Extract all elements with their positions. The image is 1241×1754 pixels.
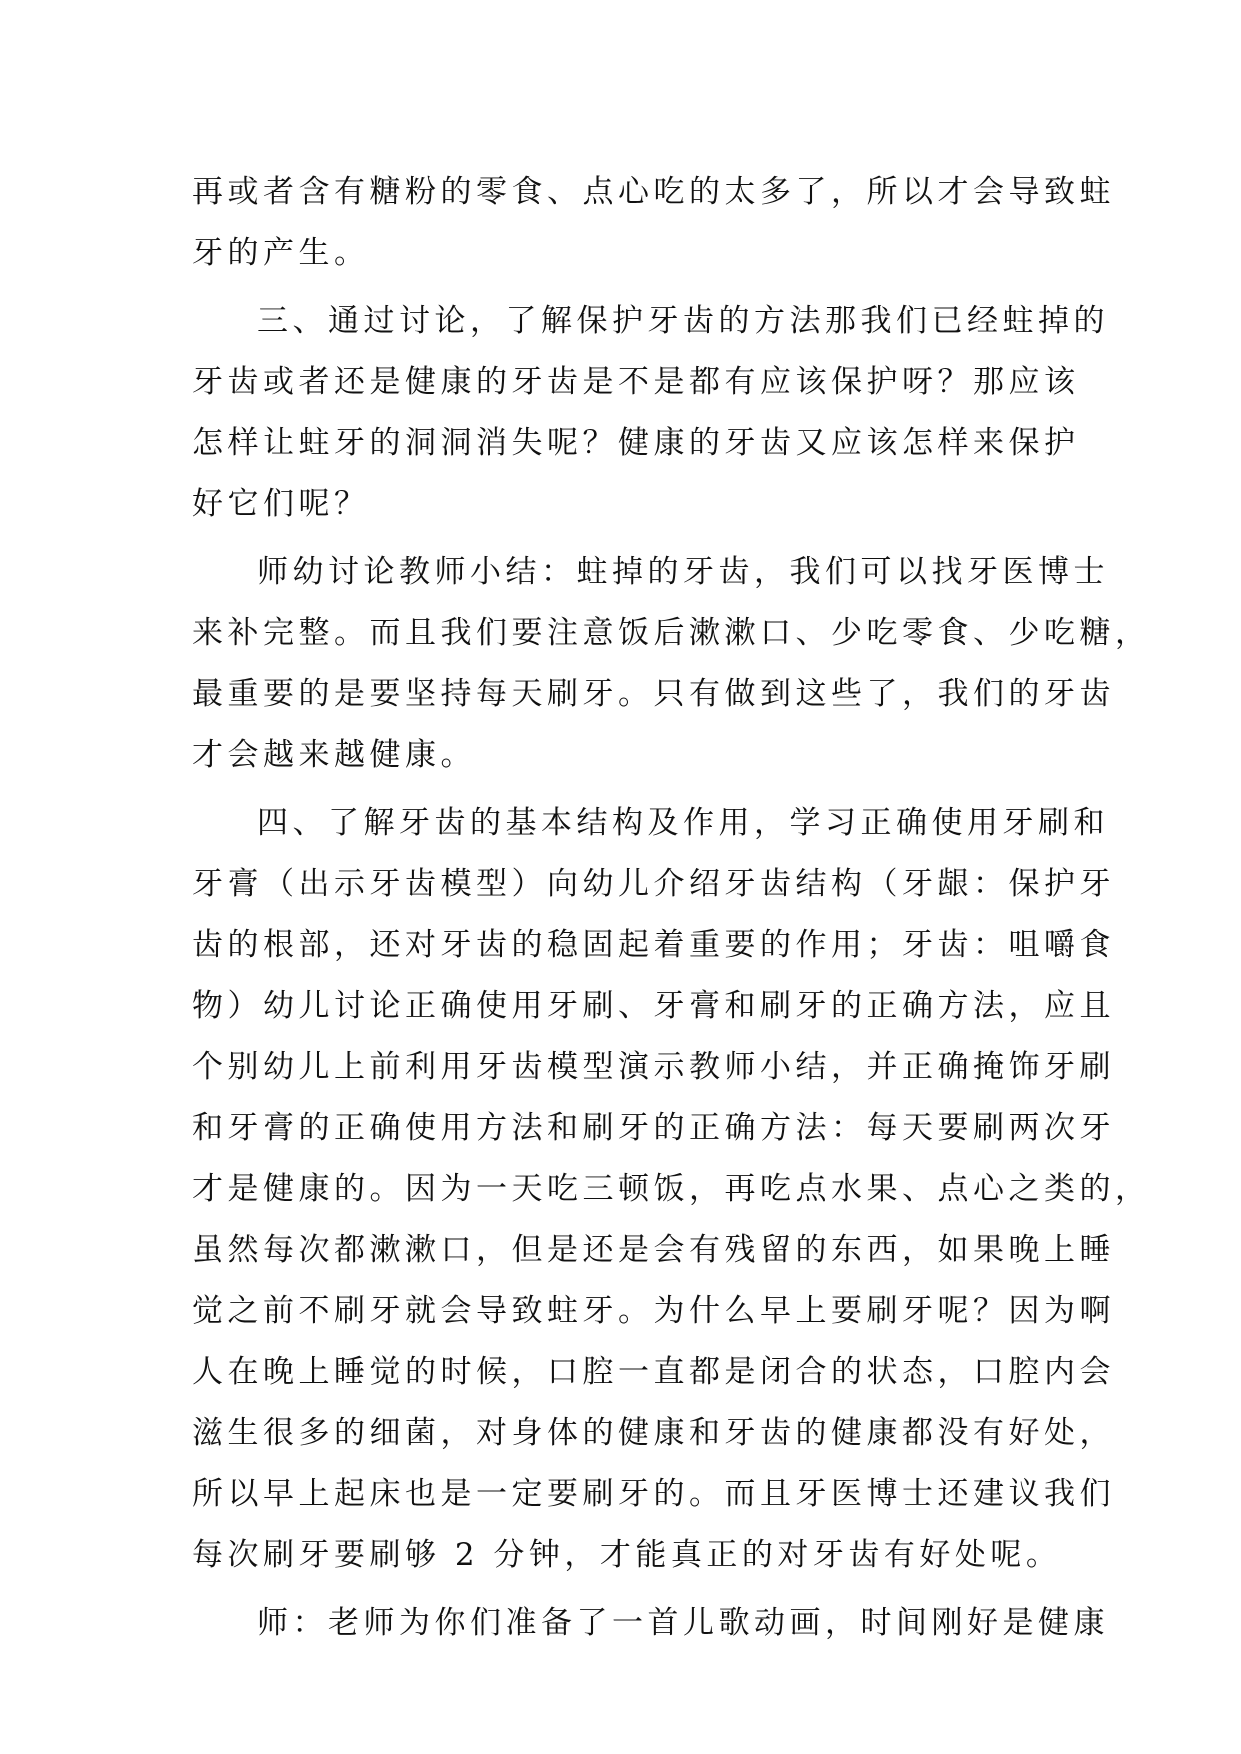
paragraph-first-line: 三、通过讨论，了解保护牙齿的方法那我们已经蛀掉的 (257, 303, 1109, 339)
paragraph-first-line: 四、了解牙齿的基本结构及作用，学习正确使用牙刷和 (257, 805, 1109, 841)
text-line: 牙膏（出示牙齿模型）向幼儿介绍牙齿结构（牙龈：保护牙 (192, 866, 1115, 902)
text-line: 齿的根部，还对牙齿的稳固起着重要的作用；牙齿：咀嚼食 (192, 927, 1115, 963)
text-line: 好它们呢？ (192, 486, 370, 522)
text-line: 物）幼儿讨论正确使用牙刷、牙膏和刷牙的正确方法，应且 (192, 988, 1115, 1024)
text-line: 人在晚上睡觉的时候，口腔一直都是闭合的状态，口腔内会 (192, 1354, 1115, 1390)
text-line: 所以早上起床也是一定要刷牙的。而且牙医博士还建议我们 (192, 1476, 1115, 1512)
text-line: 牙齿或者还是健康的牙齿是不是都有应该保护呀？那应该 (192, 364, 1080, 400)
text-line: 再或者含有糖粉的零食、点心吃的太多了，所以才会导致蛀 (192, 174, 1115, 210)
document-body (192, 162, 1151, 1654)
text-line: 每次刷牙要刷够 2 分钟，才能真正的对牙齿有好处呢。 (192, 1537, 1062, 1573)
text-line: 和牙膏的正确使用方法和刷牙的正确方法：每天要刷两次牙 (192, 1110, 1115, 1146)
text-line: 才会越来越健康。 (192, 737, 476, 773)
text-line: 牙的产生。 (192, 235, 370, 271)
text-line: 滋生很多的细菌，对身体的健康和牙齿的健康都没有好处， (192, 1415, 1115, 1451)
text-line: 个别幼儿上前利用牙齿模型演示教师小结，并正确掩饰牙刷 (192, 1049, 1115, 1085)
paragraph-first-line: 师幼讨论教师小结：蛀掉的牙齿，我们可以找牙医博士 (257, 554, 1109, 590)
text-line: 最重要的是要坚持每天刷牙。只有做到这些了，我们的牙齿 (192, 676, 1115, 712)
text-line: 觉之前不刷牙就会导致蛀牙。为什么早上要刷牙呢？因为啊 (192, 1293, 1115, 1329)
text-line: 怎样让蛀牙的洞洞消失呢？健康的牙齿又应该怎样来保护 (192, 425, 1080, 461)
paragraph-first-line: 师：老师为你们准备了一首儿歌动画，时间刚好是健康 (257, 1605, 1109, 1641)
text-line: 来补完整。而且我们要注意饭后漱漱口、少吃零食、少吃糖， (192, 615, 1151, 651)
text-line: 才是健康的。因为一天吃三顿饭，再吃点水果、点心之类的， (192, 1171, 1151, 1207)
text-line: 虽然每次都漱漱口，但是还是会有残留的东西，如果晚上睡 (192, 1232, 1115, 1268)
